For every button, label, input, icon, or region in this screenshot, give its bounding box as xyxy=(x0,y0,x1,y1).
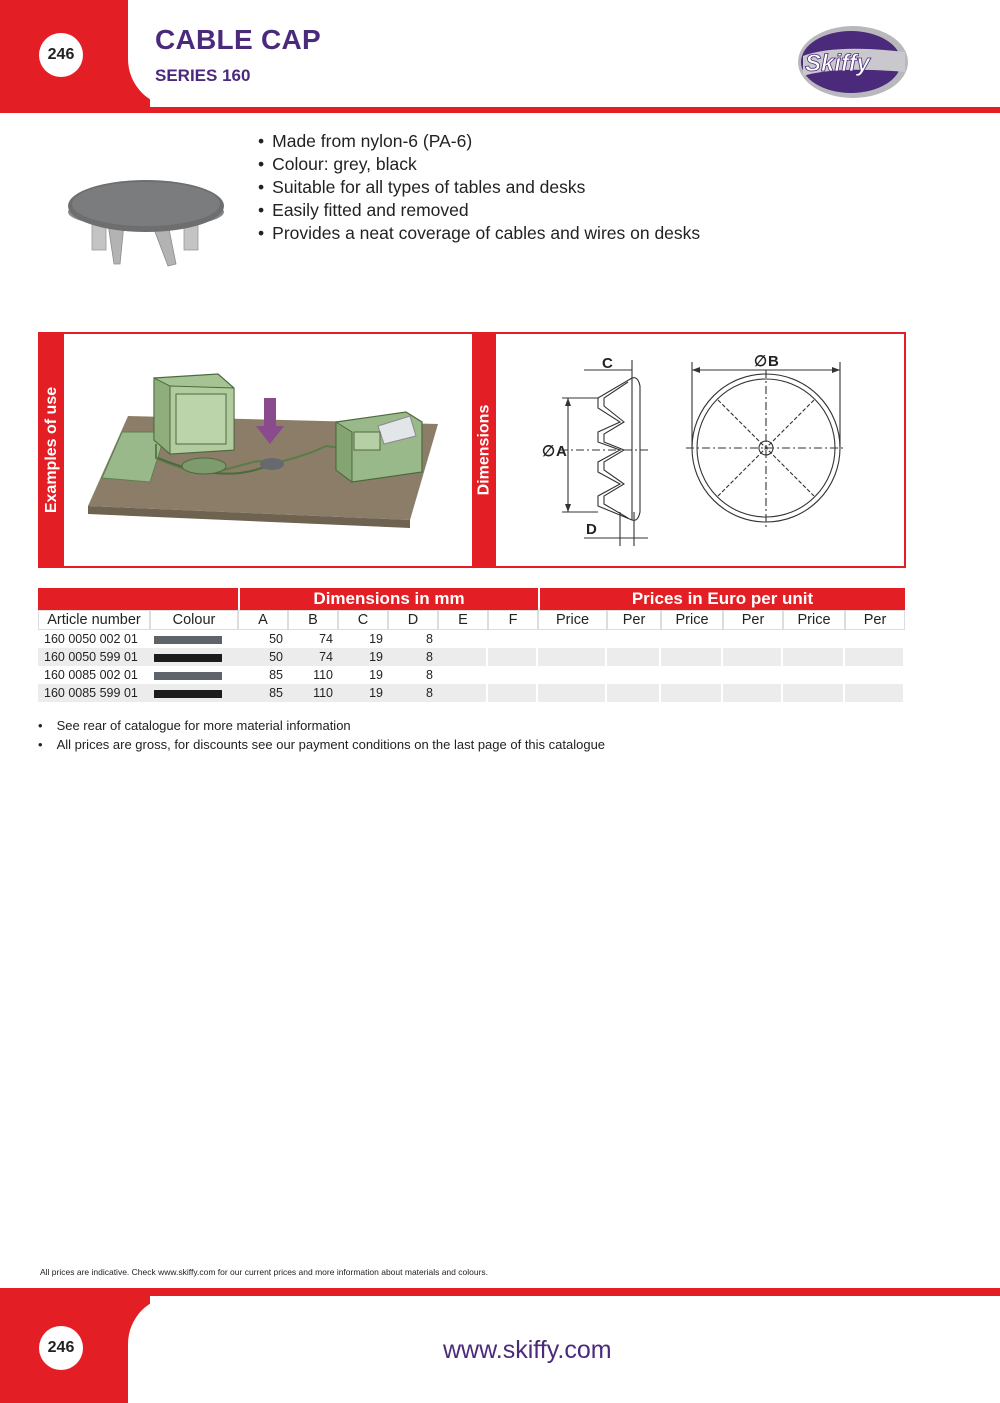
page-title: CABLE CAP xyxy=(155,24,322,55)
website-link[interactable]: www.skiffy.com xyxy=(443,1336,612,1364)
svg-text:Skiffy: Skiffy xyxy=(805,50,870,77)
colour-swatch xyxy=(154,672,222,680)
footer-red-line xyxy=(0,1288,1000,1296)
svg-text:B: B xyxy=(768,353,779,370)
dim-a: 50 xyxy=(269,632,283,646)
feature-item: • Colour: grey, black xyxy=(258,153,700,176)
article-number: 160 0085 002 01 xyxy=(44,668,138,682)
dim-b: 110 xyxy=(313,686,333,700)
dim-d: 8 xyxy=(426,650,433,664)
prices-group-header: Prices in Euro per unit xyxy=(538,588,905,610)
dim-c: 19 xyxy=(369,686,383,700)
svg-text:C: C xyxy=(602,355,613,372)
dim-c: 19 xyxy=(369,632,383,646)
page-subtitle: SERIES 160 xyxy=(155,66,251,85)
article-number: 160 0085 599 01 xyxy=(44,686,138,700)
dim-d: 8 xyxy=(426,668,433,682)
dim-a: 50 xyxy=(269,650,283,664)
feature-item: • Made from nylon-6 (PA-6) xyxy=(258,130,700,153)
column-header: B xyxy=(288,610,338,630)
examples-tab xyxy=(40,334,64,566)
dim-b: 110 xyxy=(313,668,333,682)
dim-a: 85 xyxy=(269,668,283,682)
dim-d: 8 xyxy=(426,632,433,646)
dim-d: 8 xyxy=(426,686,433,700)
colour-swatch xyxy=(154,690,222,698)
column-header: C xyxy=(338,610,388,630)
dim-a: 85 xyxy=(269,686,283,700)
column-header: Colour xyxy=(150,610,238,630)
colour-swatch-cell xyxy=(150,684,238,702)
dimensions-tab xyxy=(472,334,496,566)
table-row xyxy=(38,666,905,684)
table-row xyxy=(38,684,905,702)
colour-swatch-cell xyxy=(150,648,238,666)
column-header: Price xyxy=(538,610,607,630)
colour-swatch-cell xyxy=(150,630,238,648)
feature-item: • Easily fitted and removed xyxy=(258,199,700,222)
article-number: 160 0050 599 01 xyxy=(44,650,138,664)
colour-swatch xyxy=(154,636,222,644)
feature-item: • Suitable for all types of tables and desks xyxy=(258,176,700,199)
column-header: Per xyxy=(723,610,783,630)
dimensions-drawing xyxy=(500,336,904,564)
product-table xyxy=(38,588,905,702)
column-header: Price xyxy=(783,610,845,630)
dim-c: 19 xyxy=(369,650,383,664)
table-row xyxy=(38,630,905,648)
dim-c: 19 xyxy=(369,668,383,682)
cable-cap-product-image xyxy=(62,178,232,270)
notes-list xyxy=(38,716,605,754)
price-footnote: All prices are indicative. Check www.skiffy.com for our current prices and more information about materials and colours. xyxy=(40,1267,489,1277)
dim-b: 74 xyxy=(319,650,333,664)
feature-item: • Provides a neat coverage of cables and wires on desks xyxy=(258,222,700,245)
column-header: E xyxy=(438,610,488,630)
svg-text:A: A xyxy=(556,443,567,460)
note-item: • See rear of catalogue for more material information xyxy=(38,716,605,735)
article-number: 160 0050 002 01 xyxy=(44,632,138,646)
table-column-headers xyxy=(38,610,905,630)
svg-text:∅: ∅ xyxy=(754,353,768,370)
note-item: • All prices are gross, for discounts see our payment conditions on the last page of this catalogue xyxy=(38,735,605,754)
column-header: Price xyxy=(661,610,723,630)
column-header: F xyxy=(488,610,538,630)
table-row xyxy=(38,648,905,666)
footer-page-number-badge: 246 xyxy=(39,1326,83,1370)
column-header: Article number xyxy=(38,610,150,630)
table-group-header xyxy=(38,588,905,610)
svg-text:∅: ∅ xyxy=(542,443,556,460)
column-header: A xyxy=(238,610,288,630)
page-number-badge: 246 xyxy=(39,33,83,77)
dim-b: 74 xyxy=(319,632,333,646)
examples-illustration xyxy=(66,336,470,564)
examples-label: Examples of use xyxy=(43,386,60,514)
column-header: Per xyxy=(845,610,905,630)
skiffy-logo xyxy=(795,22,910,102)
feature-list xyxy=(258,130,700,245)
svg-text:D: D xyxy=(586,521,597,538)
column-header: D xyxy=(388,610,438,630)
dimensions-group-header: Dimensions in mm xyxy=(238,588,538,610)
dimensions-label: Dimensions xyxy=(475,404,492,496)
header-red-line xyxy=(128,107,1000,113)
column-header: Per xyxy=(607,610,661,630)
colour-swatch-cell xyxy=(150,666,238,684)
colour-swatch xyxy=(154,654,222,662)
